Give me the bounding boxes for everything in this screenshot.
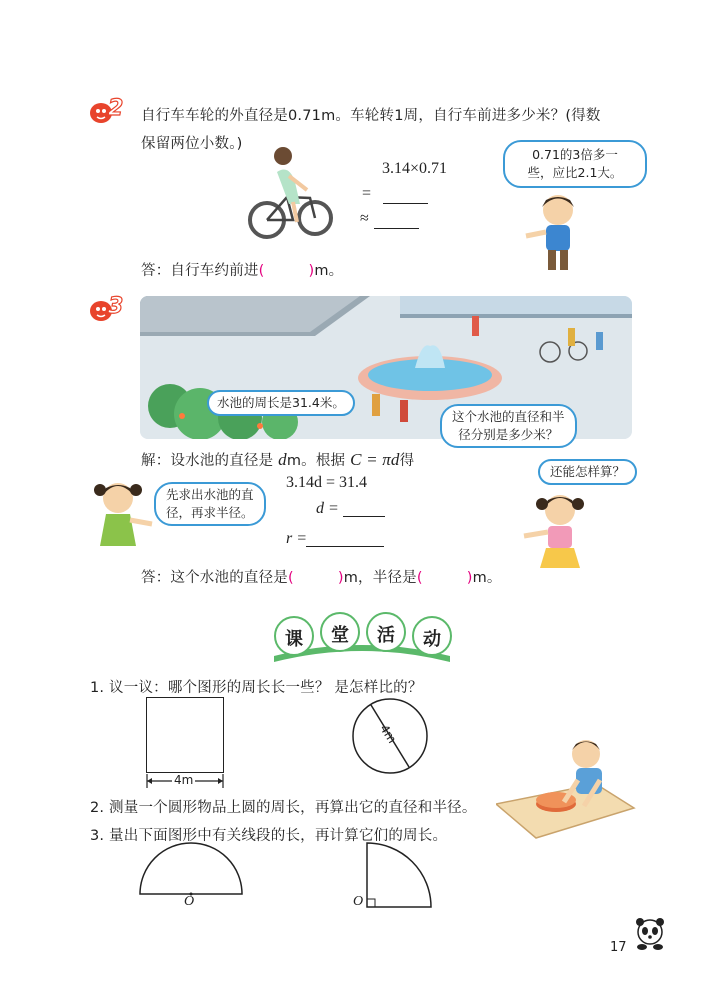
girl-hint-bubble [154,482,266,526]
pool-question-bubble [440,404,577,448]
ex3-eq3: r = [286,530,308,547]
quarter-circle-shape [364,840,434,910]
ex2-hint-bubble [503,140,647,188]
example-3-badge [88,296,124,328]
activity-char-3: 活 [377,625,395,646]
ex2-calc-line1: 3.14×0.71 [382,160,448,177]
page-number: 17 [610,940,627,955]
activity-item-3: 3. 量出下面图形中有关线段的长，再计算它们的周长。 [90,828,448,844]
square-shape [146,697,224,773]
ex2-blank-line-1 [383,203,428,204]
ex3-answer-open-1: ( [288,570,294,586]
ex2-question-line1: 自行车车轮的外直径是0.71m。车轮转1周，自行车前进多少米？(得数 [141,108,601,124]
ex3-blank-line-r [306,546,384,547]
activity-char-4: 动 [423,629,441,650]
ex3-answer [141,566,502,587]
ex3-solution-suffix: 得 [399,453,415,469]
ex3-answer-close-1: ) [337,570,344,586]
ex3-solution-mid: m。根据 [286,453,346,469]
semicircle-shape [138,840,244,896]
ex2-blank-line-2 [374,228,419,229]
ex2-answer-prefix: 答：自行车约前进 [141,263,259,279]
ex3-formula: C = πd [350,450,400,469]
ex3-blank-line-d [343,516,385,517]
activity-char-1: 课 [285,629,303,650]
ex2-calc-eq: = [362,185,372,202]
ex3-answer-open-2: ( [416,570,423,586]
girl-illustration-left [90,476,160,556]
ex3-eq2: d = [316,500,339,517]
ex3-answer-suffix: m。 [472,570,502,586]
pool-question-line1: 这个水池的直径和半 [452,409,565,424]
ex2-hint-line2: 些，应比2.1大。 [527,165,623,180]
ex2-answer-open-bracket: ( [258,263,265,279]
boy-measuring-illustration [496,736,636,846]
badge-number: 2 [108,96,124,121]
ex3-answer-mid: m，半径是 [343,570,417,586]
ex3-solution-var: d [278,450,287,469]
ex3-eq1: 3.14d = 31.4 [286,474,368,491]
example-2-badge [88,98,124,130]
pool-question-line2: 径分别是多少米？ [458,427,559,442]
boy-illustration [520,192,590,272]
ex3-solution-prefix: 解：设水池的直径是 [141,453,274,469]
quarter-circle-center-label: O [353,894,364,909]
ex3-answer-close-2: ) [466,570,473,586]
semicircle-center-label: O [184,894,195,909]
activity-char-2: 堂 [331,625,349,646]
ex2-answer-close-bracket: ) [308,263,315,279]
panda-icon [632,916,668,952]
ex2-hint-line1: 0.71的3倍多一 [532,147,618,162]
girl-question-bubble: 还能怎样算？ [538,459,637,485]
ex3-solution-line [141,449,414,470]
pool-perimeter-bubble: 水池的周长是31.4米。 [207,390,355,416]
square-side-label: 4m [174,773,194,787]
activity-item-2: 2. 测量一个圆形物品上圆的周长，再算出它的直径和半径。 [90,800,477,816]
girl-illustration-right [520,488,590,576]
ex2-answer [141,259,343,280]
activity-item-1: 1. 议一议：哪个图形的周长长一些？ 是怎样比的？ [90,680,423,696]
ex2-question-line2: 保留两位小数。) [141,136,243,152]
ex3-answer-prefix: 答：这个水池的直径是 [141,570,288,586]
girl-hint-line2: 径，再求半径。 [166,505,254,520]
badge-number: 3 [108,294,124,319]
circle-diameter-label: 4m [377,722,400,746]
ex2-calc-approx: ≈ [360,210,369,227]
girl-hint-line1: 先求出水池的直 [166,487,254,502]
ex2-answer-suffix: m。 [314,263,344,279]
cyclist-illustration [245,142,335,242]
